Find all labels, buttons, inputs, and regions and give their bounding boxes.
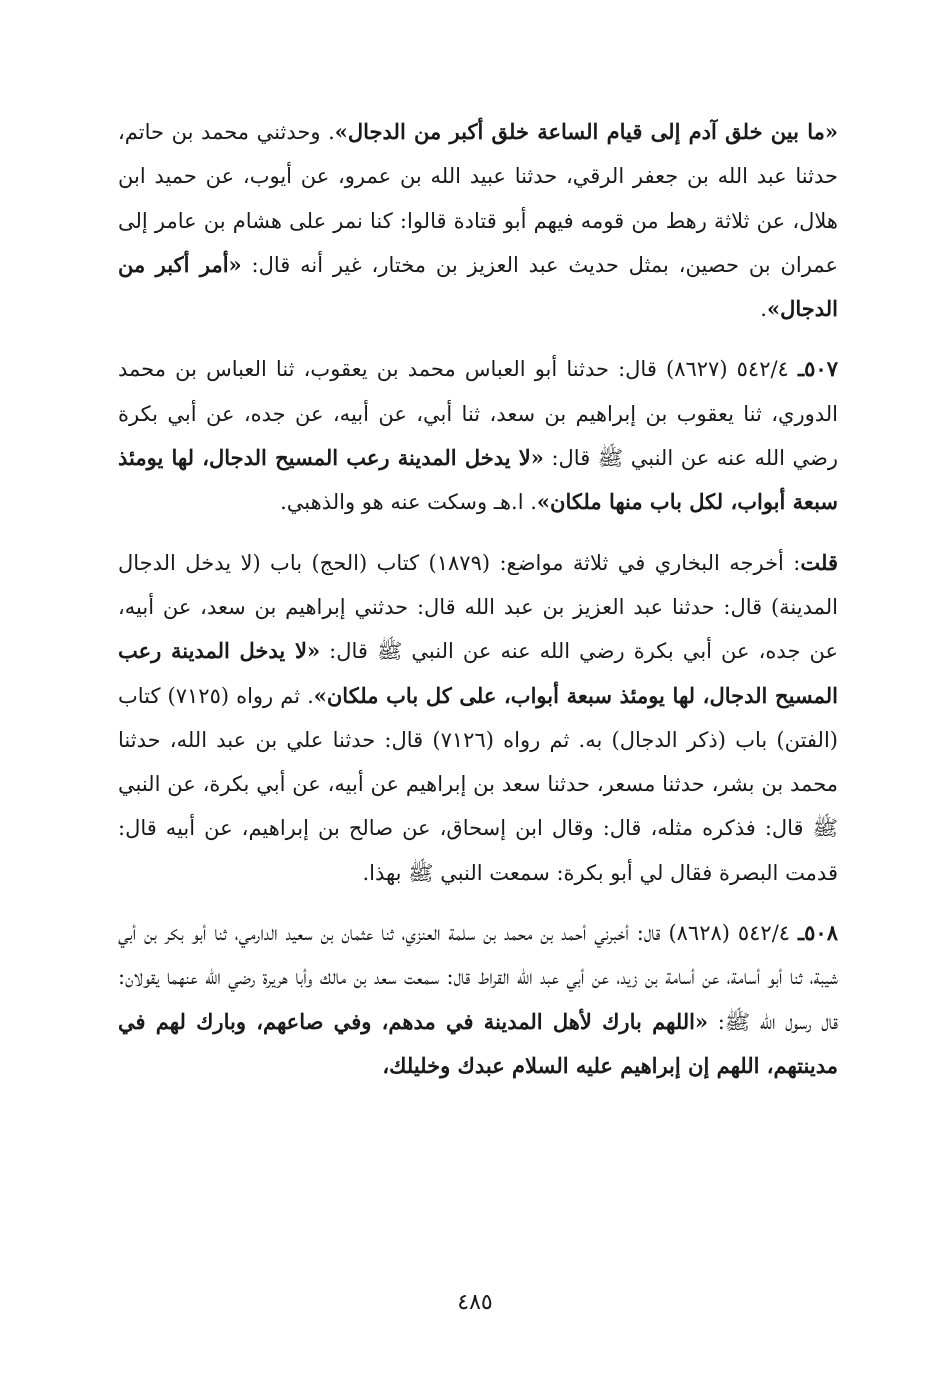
narration-text: : أخرجه البخاري في ثلاثة مواضع: (١٨٧٩) كتاب (الحج) باب (لا يدخل الدجال المدينة) قال: حدثنا عبد العزيز بن عبد الله قال: حدثني إبراهيم بن سعد، عن أبيه، عن جده، عن أبي بكرة رضي الله عنه عن النبي ﷺ قال: bbox=[118, 550, 839, 664]
paragraph-hadith-507 bbox=[118, 347, 838, 524]
narration-text: . bbox=[760, 297, 767, 322]
hadith-quote: «لا يدخل المدينة رعب المسيح الدجال، لها يومئذ سبعة أبواب، لكل باب منها ملكان» bbox=[118, 445, 838, 515]
page-number: ٤٨٥ bbox=[457, 1290, 493, 1315]
hadith-quote: «أمر أكبر من الدجال» bbox=[118, 251, 838, 322]
paragraph-hadith-508 bbox=[118, 911, 838, 1088]
narration-text: . ا.هـ وسكت عنه هو والذهبي. bbox=[280, 490, 537, 515]
narration-text: . ثم رواه (٧١٢٥) كتاب (الفتن) باب (ذكر الدجال) به. ثم رواه (٧١٢٦) قال: حدثنا علي بن عبد الله، حدثنا محمد بن بشر، حدثنا مسعر، حدثنا سعد بن إبراهيم عن أبيه، عن أبي بكرة، عن النبي ﷺ قال: فذكره مثله، قال: وقال ابن إسحاق، عن صالح بن إبراهيم، عن أبيه قال: قدمت البصرة فقال لي أبو بكرة: سمعت النبي ﷺ بهذا. bbox=[118, 683, 838, 885]
narration-text: . وحدثني محمد بن حاتم، حدثنا عبد الله بن جعفر الرقي، حدثنا عبيد الله بن عمرو، عن أيوب، عن حميد ابن هلال، عن ثلاثة رهط من قومه فيهم أبو قتادة قالوا: كنا نمر على هشام بن عامر إلى عمران بن حصين، بمثل حديث عبد العزيز بن مختار، غير أنه قال: bbox=[118, 120, 838, 277]
hadith-number: ٥٠٧ـ bbox=[797, 356, 838, 382]
commentary-label: قلت bbox=[800, 549, 838, 575]
paragraph-commentary bbox=[118, 541, 838, 895]
paragraph-1 bbox=[118, 110, 838, 331]
hadith-quote: «اللهم بارك لأهل المدينة في مدهم، وفي صاعهم، وبارك لهم في مدينتهم، اللهم إن إبراهيم عليه السلام عبدك وخليلك، bbox=[118, 1008, 838, 1078]
hadith-quote: «لا يدخل المدينة رعب المسيح الدجال، لها يومئذ سبعة أبواب، على كل باب ملكان» bbox=[118, 638, 839, 708]
narration-text: ٥٤٢/٤ (٨٦٢٧) قال: حدثنا أبو العباس محمد بن يعقوب، ثنا العباس بن محمد الدوري، ثنا يعقوب بن إبراهيم بن سعد، ثنا أبي، عن أبيه، عن جده، عن أبي بكرة رضي الله عنه عن النبي ﷺ قال: bbox=[118, 357, 838, 471]
narration-text: ٥٤٢/٤ (٨٦٢٨) قال: أخبرني أحمد بن محمد بن سلمة العنزي، ثنا عثمان بن سعيد الدارمي، ثنا أبو بكر بن أبي شيبة، ثنا أبو أسامة، عن أسامة بن زيد، عن أبي عبد الله القراط قال: سمعت سعد بن مالك وأبا هريرة رضي الله عنهما يقولان: قال رسول الله ﷺ: bbox=[118, 921, 839, 1034]
hadith-quote: «ما بين خلق آدم إلى قيام الساعة خلق أكبر من الدجال» bbox=[334, 119, 839, 144]
page-body bbox=[118, 110, 838, 1088]
hadith-number: ٥٠٨ـ bbox=[797, 920, 838, 946]
